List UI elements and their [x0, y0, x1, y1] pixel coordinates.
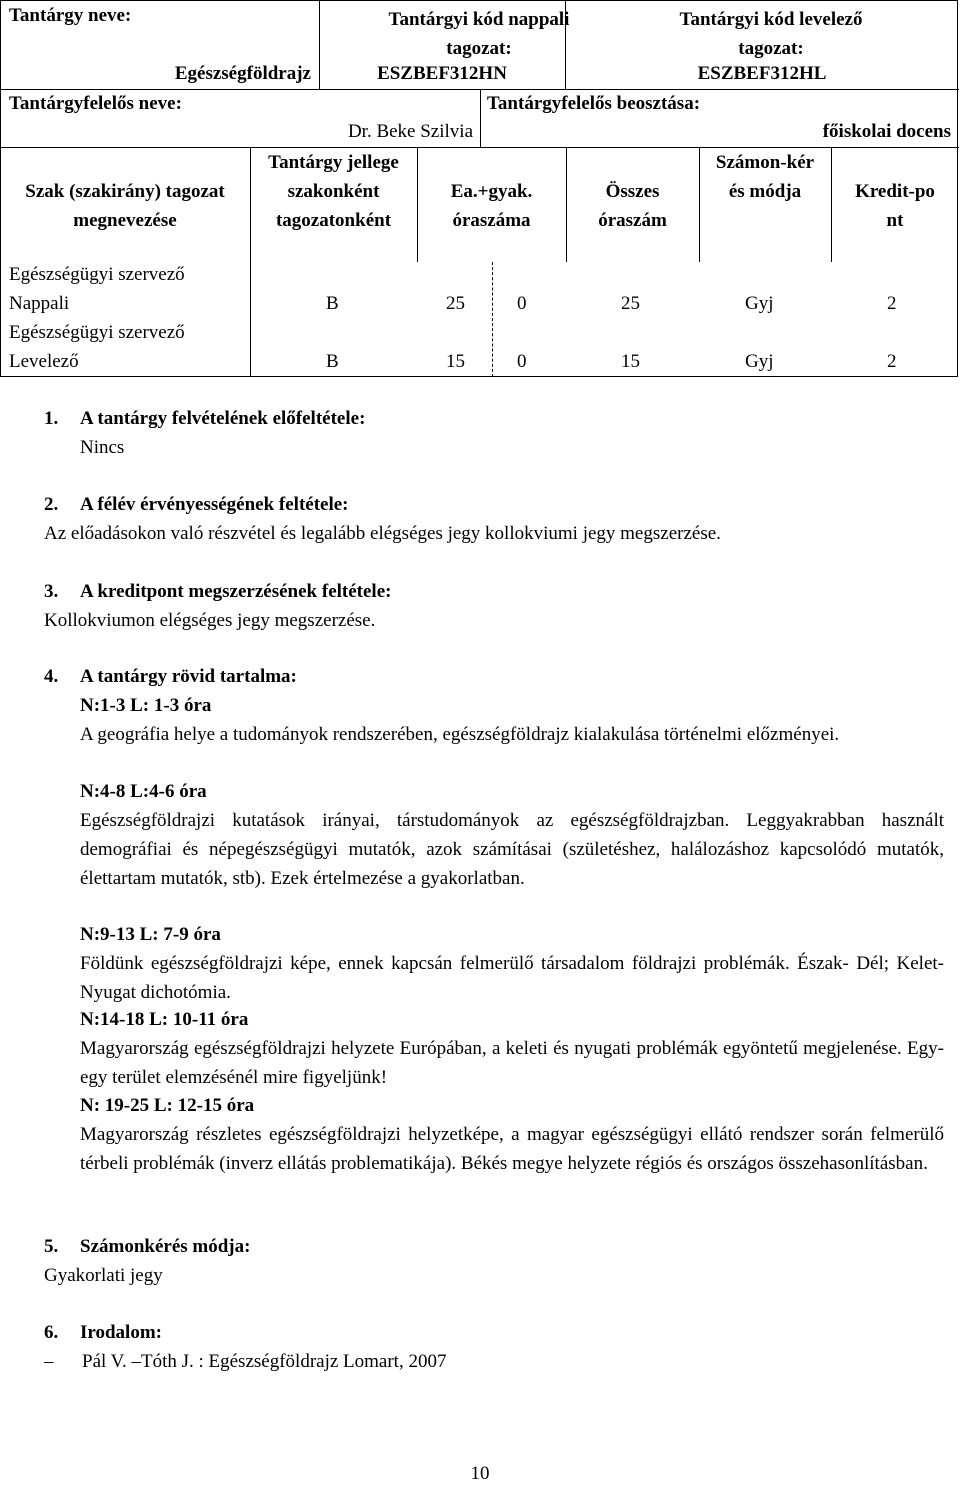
section-5-heading: [44, 1236, 250, 1259]
row1-practice: 0: [517, 293, 527, 314]
block-1-text: A geográfia helye a tudományok rendszerében, egészségföldrajz kialakulása történelmi előzményei.: [80, 724, 840, 745]
section-4-title: A tantárgy rövid tartalma:: [80, 666, 297, 687]
section-2-heading: [44, 494, 349, 517]
row1-credit: 2: [887, 293, 897, 314]
row1-major: Egészségügyi szervező: [9, 264, 185, 285]
block-2-label: N:4-8 L:4-6 óra: [80, 781, 207, 802]
section-2-number: 2.: [44, 494, 59, 515]
row1-exam: Gyj: [745, 293, 774, 314]
subject-name-label: Tantárgy neve:: [9, 5, 132, 26]
row2-credit: 2: [887, 351, 897, 372]
reference-item: Pál V. –Tóth J. : Egészségföldrajz Lomart, 2007: [82, 1351, 447, 1372]
section-1-heading: [44, 408, 365, 431]
section-3-number: 3.: [44, 581, 59, 602]
section-1-title: A tantárgy felvételének előfeltétele:: [80, 408, 366, 429]
row2-lecture: 15: [446, 351, 465, 372]
section-5-title: Számonkérés módja:: [80, 1236, 251, 1257]
row2-mode: Levelező: [9, 351, 79, 372]
section-3-title: A kreditpont megszerzésének feltétele:: [80, 581, 392, 602]
block-4-label: N:14-18 L: 10-11 óra: [80, 1009, 249, 1030]
col-major-header: Szak (szakirány) tagozat megnevezése: [25, 181, 225, 231]
block-3-label: N:9-13 L: 7-9 óra: [80, 924, 221, 945]
section-1-text: Nincs: [80, 437, 125, 458]
row2-exam: Gyj: [745, 351, 774, 372]
subject-header-table: [0, 0, 958, 377]
section-6-title: Irodalom:: [80, 1322, 162, 1343]
block-5-text: Magyarország részletes egészségföldrajzi helyzetképe, a magyar egészségügyi ellátó rendszer során felmerülő térbeli problémák (inverz ellátás problematikája). Békés megye helyzete régiós és országos összehasonlításban.: [80, 1124, 944, 1174]
block-4-text: Magyarország egészségföldrajzi helyzete Európában, a keleti és nyugati problémák egyöntetű megjelenése. Egy-egy terület elemzésénél mire figyeljünk!: [80, 1038, 944, 1088]
section-5-number: 5.: [44, 1236, 59, 1257]
section-2-text: Az előadásokon való részvétel és legalább elégséges jegy kollokviumi jegy megszerzése.: [44, 523, 721, 544]
section-1-number: 1.: [44, 408, 59, 429]
position-value: főiskolai docens: [822, 121, 951, 142]
section-2-title: A félév érvényességének feltétele:: [80, 494, 349, 515]
row2-type: B: [326, 351, 339, 372]
col-credit-header: Kredit-pont: [855, 181, 935, 231]
responsible-label: Tantárgyfelelős neve:: [9, 93, 182, 114]
block-3-text: Földünk egészségföldrajzi képe, ennek kapcsán felmerülő társadalom földrajzi problémák. Észak- Dél; Kelet-Nyugat dichotómia.: [80, 953, 944, 1003]
row2-major: Egészségügyi szervező: [9, 322, 185, 343]
section-6-number: 6.: [44, 1322, 59, 1343]
section-3-heading: [44, 581, 391, 604]
section-3-text: Kollokviumon elégséges jegy megszerzése.: [44, 610, 376, 631]
section-4-number: 4.: [44, 666, 59, 687]
col-type-header: Tantárgy jellege szakonként tagozatonként: [268, 152, 399, 231]
reference-bullet: –: [44, 1351, 54, 1372]
code-day-label: Tantárgyi kód nappali tagozat:: [388, 9, 570, 59]
code-correspondence: ESZBEF312HL: [697, 63, 827, 84]
col-hours-header: Ea.+gyak. óraszáma: [450, 181, 533, 231]
row2-practice: 0: [517, 351, 527, 372]
block-5-label: N: 19-25 L: 12-15 óra: [80, 1095, 255, 1116]
block-2-text: Egészségföldrajzi kutatások irányai, társtudományok az egészségföldrajzban. Leggyakrabban használt demográfiai és népegészségügyi mutatók, azok számításai (születéshez, halálozáshoz kapcsolódó mutatók, élettartam mutatók, stb). Ezek értelmezése a gyakorlatban.: [80, 810, 944, 889]
row1-type: B: [326, 293, 339, 314]
code-correspondence-label: Tantárgyi kód levelező tagozat:: [679, 9, 863, 59]
row1-total: 25: [621, 293, 640, 314]
section-5-text: Gyakorlati jegy: [44, 1265, 163, 1286]
col-exam-header: Számon-kérés módja: [715, 152, 815, 202]
row1-lecture: 25: [446, 293, 465, 314]
code-day: ESZBEF312HN: [377, 63, 507, 84]
block-1-label: N:1-3 L: 1-3 óra: [80, 695, 212, 716]
row2-total: 15: [621, 351, 640, 372]
row1-mode: Nappali: [9, 293, 70, 314]
position-label: Tantárgyfelelős beosztása:: [487, 93, 701, 114]
responsible-name: Dr. Beke Szilvia: [347, 121, 473, 142]
col-total-header: Összes óraszám: [598, 181, 667, 231]
subject-name: Egészségföldrajz: [174, 63, 311, 84]
page-number: 10: [470, 1463, 490, 1484]
section-6-heading: [44, 1322, 162, 1345]
section-4-heading: [44, 666, 297, 689]
